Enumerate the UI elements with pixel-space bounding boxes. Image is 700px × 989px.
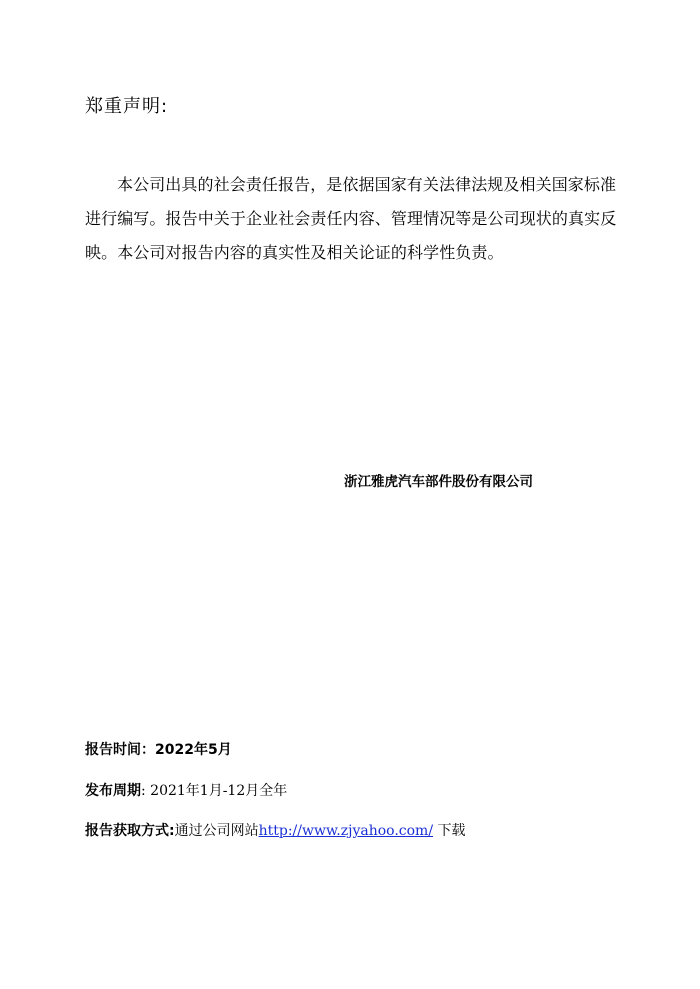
company-name: 浙江雅虎汽车部件股份有限公司 (344, 474, 533, 490)
report-access-suffix: 下载 (433, 823, 466, 839)
statement-paragraph: 本公司出具的社会责任报告，是依据国家有关法律法规及相关国家标准进行编写。报告中关于企业社会责任内容、管理情况等是公司现状的真实反映。本公司对报告内容的真实性及相关论证的科学性负责。 (85, 175, 617, 262)
page-title: 郑重声明: (85, 96, 169, 117)
report-access-prefix: 通过公司网站 (174, 823, 259, 839)
report-time-line (85, 739, 232, 759)
release-period-label: 发布周期 (85, 783, 141, 799)
report-access-separator: : (169, 823, 175, 839)
website-link[interactable]: http://www.zjyahoo.com/ (258, 823, 434, 839)
release-period-separator: : (141, 783, 146, 799)
report-access-line (85, 820, 466, 840)
release-period-line (85, 780, 287, 800)
release-period-value: 2021年1月-12月全年 (145, 783, 288, 799)
report-access-label: 报告获取方式 (85, 823, 169, 839)
report-time-value: 2022年5月 (155, 742, 232, 758)
report-time-label: 报告时间： (85, 742, 155, 758)
